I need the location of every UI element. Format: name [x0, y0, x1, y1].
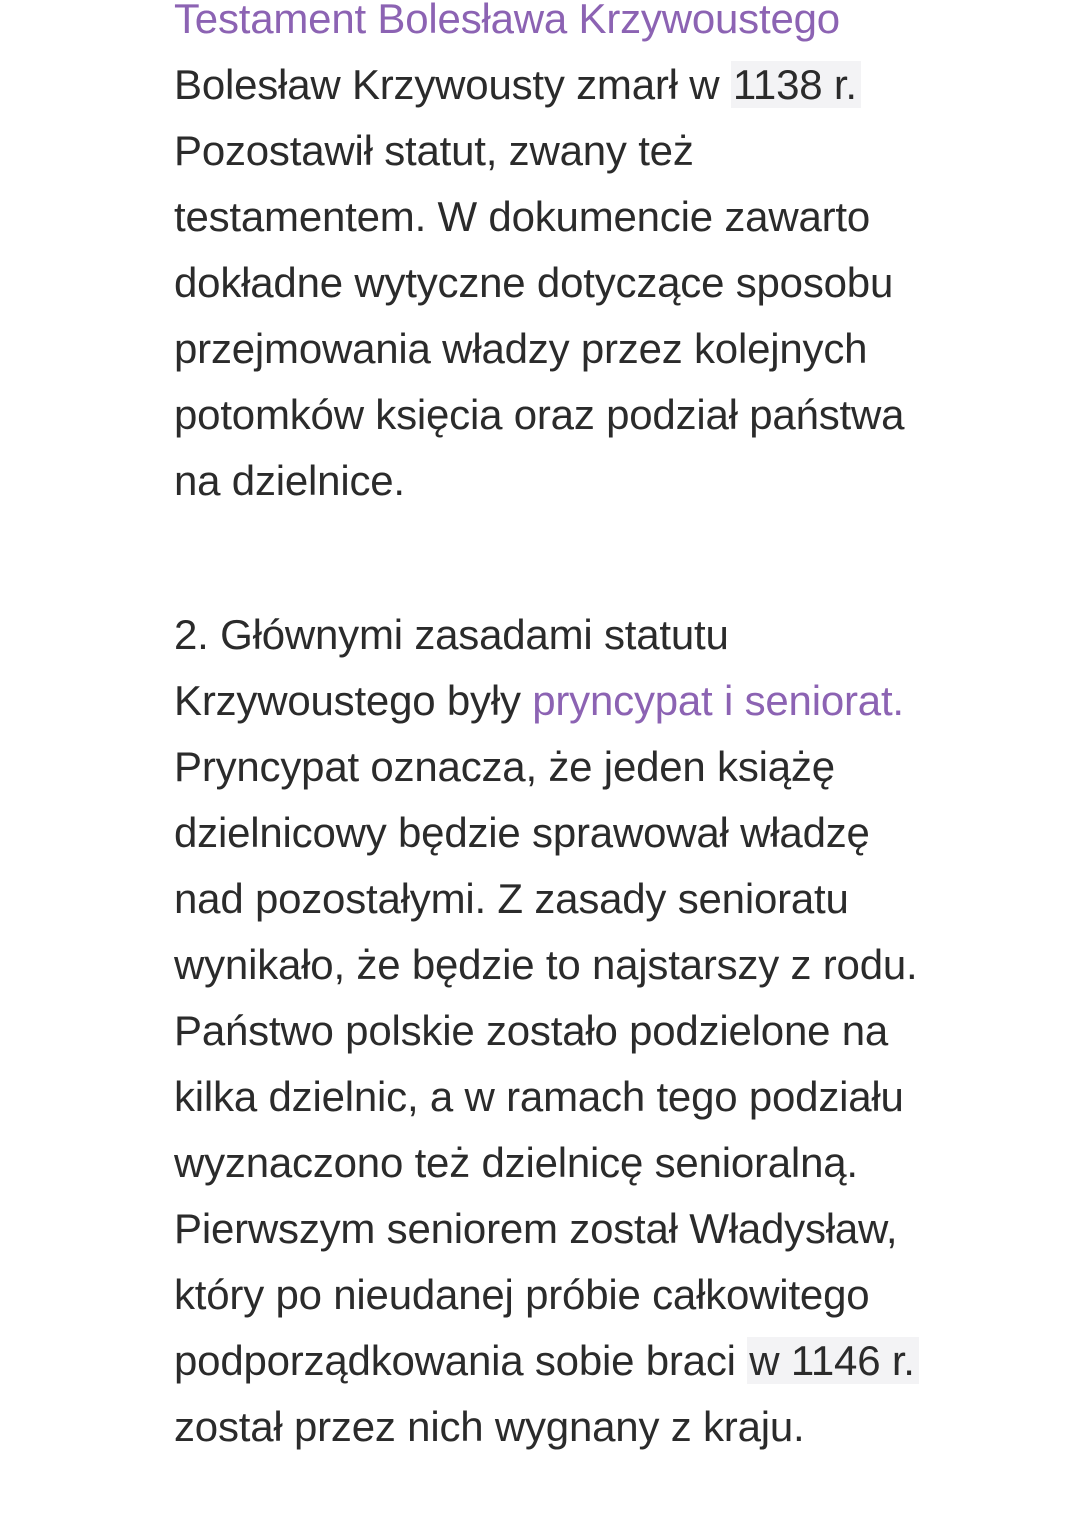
paragraph-line: na dzielnice. — [174, 457, 405, 504]
paragraph-line: 2. Głównymi zasadami statutu — [174, 611, 729, 658]
paragraph-line: Państwo polskie zostało podzielone na — [174, 1007, 889, 1054]
paragraph-line: Pierwszym seniorem został Władysław, — [174, 1205, 898, 1252]
paragraph-line: został przez nich wygnany z kraju. — [174, 1403, 805, 1450]
paragraph-line: Pozostawił statut, zwany też — [174, 127, 694, 174]
date-highlight: w 1146 r. — [747, 1337, 919, 1384]
paragraph-line: testamentem. W dokumencie zawarto — [174, 193, 871, 240]
article-content — [174, 0, 1034, 1460]
text-fragment: Bolesław Krzywousty zmarł w — [174, 61, 731, 108]
paragraph-line: dzielnicowy będzie sprawował władzę — [174, 809, 870, 856]
paragraph-line — [174, 668, 1034, 734]
paragraph-line: który po nieudanej próbie całkowitego — [174, 1271, 870, 1318]
paragraph-line — [174, 1328, 1034, 1394]
paragraph-line: przejmowania władzy przez kolejnych — [174, 325, 868, 372]
paragraph-line: Pryncypat oznacza, że jeden książę — [174, 743, 835, 790]
paragraph-line: kilka dzielnic, a w ramach tego podziału — [174, 1073, 904, 1120]
paragraph-spacer — [174, 514, 1034, 602]
pryncypat-seniorat-link[interactable]: pryncypat i seniorat. — [532, 677, 904, 724]
paragraph-line: wyznaczono też dzielnicę senioralną. — [174, 1139, 858, 1186]
paragraph-line: potomków księcia oraz podział państwa — [174, 391, 905, 438]
date-highlight: 1138 r. — [731, 61, 861, 108]
paragraph-line: dokładne wytyczne dotyczące sposobu — [174, 259, 894, 306]
paragraph-line: wynikało, że będzie to najstarszy z rodu. — [174, 941, 918, 988]
paragraph-line — [174, 52, 1034, 118]
paragraph-line: nad pozostałymi. Z zasady senioratu — [174, 875, 849, 922]
testament-heading-link[interactable]: Testament Bolesława Krzywoustego — [174, 0, 840, 42]
text-fragment: Krzywoustego były — [174, 677, 533, 724]
text-fragment: podporządkowania sobie braci — [174, 1337, 748, 1384]
